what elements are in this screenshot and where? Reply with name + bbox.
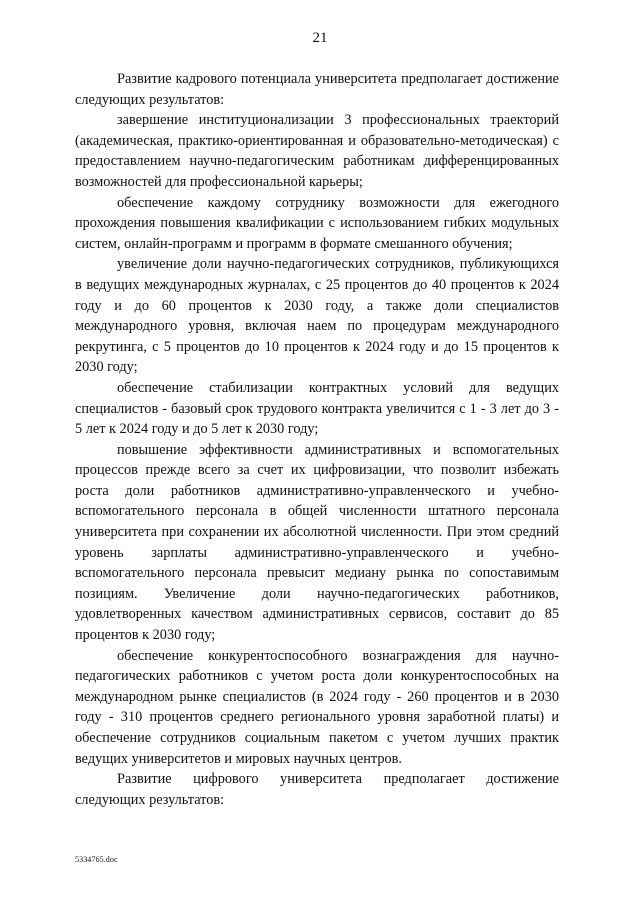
document-body [75, 69, 559, 810]
paragraph-admin-efficiency: повышение эффективности административных и вспомогательных процессов прежде всего за счет их цифровизации, что позволит избежать роста доли работников административно-управленческого и учебно-вспомогательного персонала в общей численности штатного персонала университета при сохранении их абсолютной численности. При этом средний уровень зарплаты административно-управленческого и учебно-вспомогательного персонала превысит медиану рынка по сопоставимым позициям. Увеличение доли научно-педагогических работников, удовлетворенных качеством административных сервисов, составит до 85 процентов к 2030 году; [75, 441, 559, 644]
footer-filename: 5334765.doc [75, 855, 118, 864]
paragraph-intro-digital: Развитие цифрового университета предполагает достижение следующих результатов: [75, 771, 559, 808]
page-number: 21 [312, 30, 328, 46]
paragraph-career-tracks: завершение институционализации 3 профессиональных траекторий (академическая, практико-ориентированная и образовательно-методическая) с предоставлением научно-педагогическим работникам дифференцированных возможностей для профессиональной карьеры; [75, 112, 559, 190]
paragraph-intro-hr: Развитие кадрового потенциала университета предполагает достижение следующих результатов: [75, 71, 559, 108]
paragraph-contracts: обеспечение стабилизации контрактных условий для ведущих специалистов - базовый срок трудового контракта увеличится с 1 - 3 лет до 3 - 5 лет к 2024 году и до 5 лет к 2030 году; [75, 379, 559, 438]
paragraph-qualification: обеспечение каждому сотруднику возможности для ежегодного прохождения повышения квалификации с использованием гибких модульных систем, онлайн-программ и программ в формате смешанного обучения; [75, 194, 559, 252]
paragraph-compensation: обеспечение конкурентоспособного вознаграждения для научно-педагогических работников с учетом роста доли конкурентоспособных на международном рынке специалистов (в 2024 году - 260 процентов и в 2030 году - 310 процентов среднего регионального уровня заработной платы) и обеспечение сотрудников социальным пакетом с учетом лучших практик ведущих университетов и мировых научных центров. [75, 647, 559, 767]
paragraph-publications: увеличение доли научно-педагогических сотрудников, публикующихся в ведущих международных журналах, с 25 процентов до 40 процентов к 2024 году и до 60 процентов к 2030 году, а также доли специалистов международного уровня, включая наем по процедурам международного рекрутинга, с 5 процентов до 10 процентов к 2024 году и до 15 процентов к 2030 году; [75, 256, 559, 376]
